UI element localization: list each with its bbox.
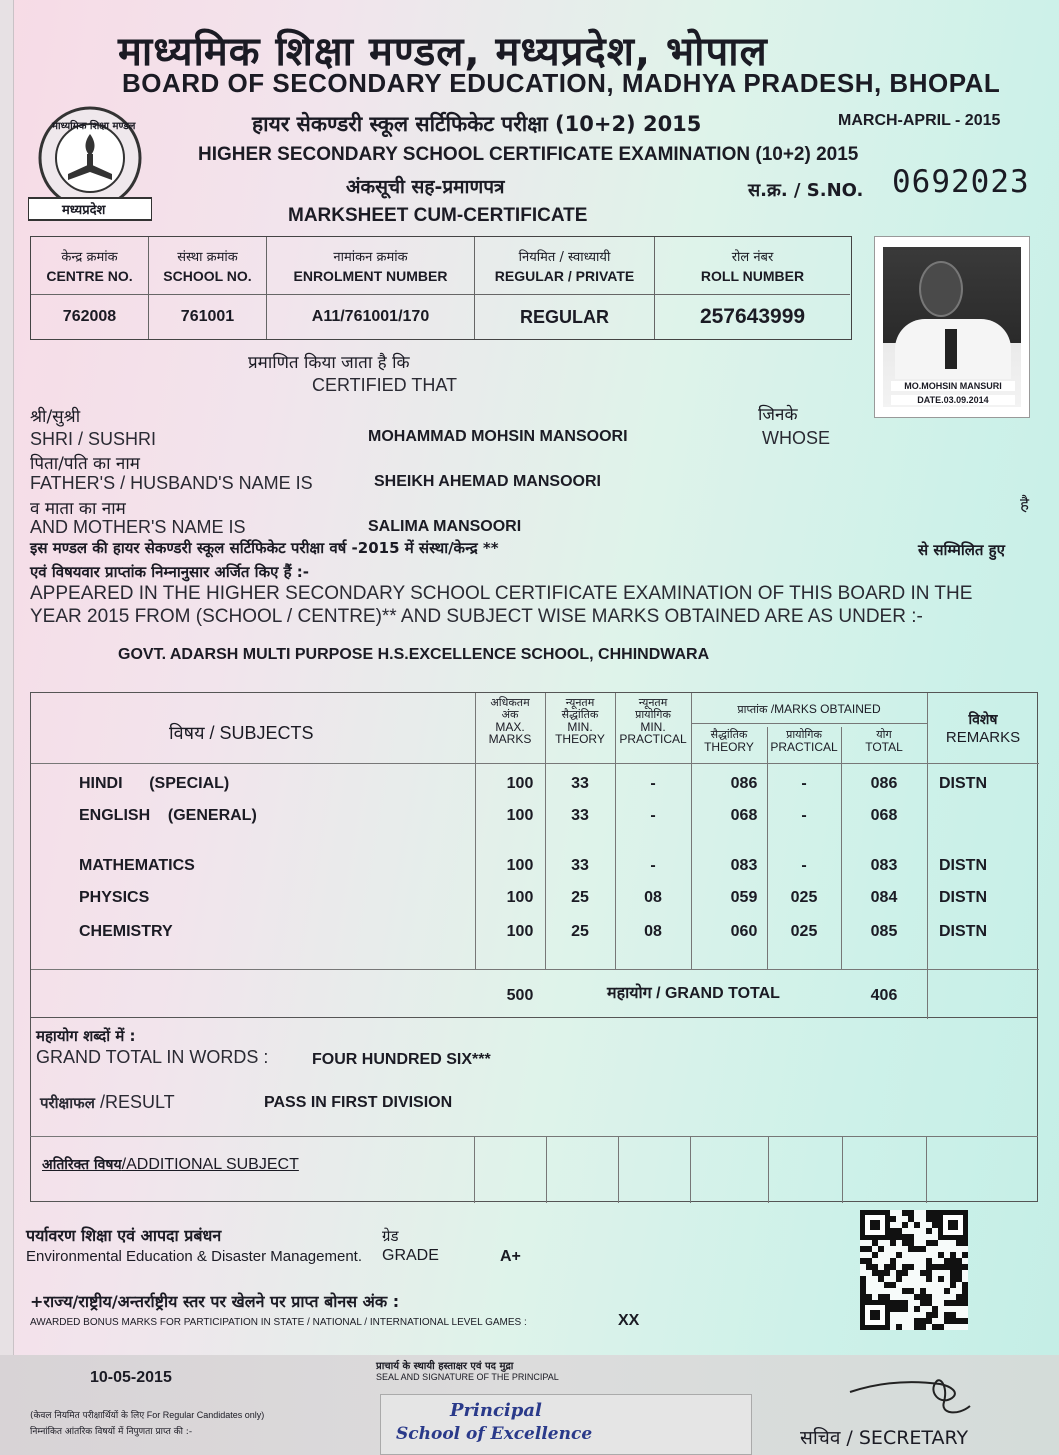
cell-total: 083 [870, 857, 898, 874]
roll-number: 257643999 [699, 305, 806, 328]
candidate-name: MOHAMMAD MOHSIN MANSOORI [368, 428, 628, 445]
centre-number: 762008 [62, 308, 117, 325]
cell-min-theory: 33 [571, 857, 589, 874]
cell-min-practical: 08 [644, 923, 662, 940]
env-education-label-hindi: पर्यावरण शिक्षा एवं आपदा प्रबंधन [26, 1226, 222, 1245]
father-label: FATHER'S / HUSBAND'S NAME IS [30, 473, 313, 493]
cell-max: 100 [506, 923, 534, 940]
min-practical-header-hindi-1: न्यूनतम [638, 696, 668, 709]
col-divider [690, 1137, 691, 1203]
bonus-marks-label-hindi: +राज्य/राष्ट्रीय/अन्तर्राष्ट्रीय स्तर पर खेलने पर प्राप्त बोनस अंक : [30, 1292, 400, 1311]
grade-label: GRADE [382, 1247, 439, 1264]
centre-label: CENTRE NO. [46, 268, 133, 284]
seal-banner-text: मध्यप्रदेश [62, 203, 106, 218]
serial-number: 0692023 [892, 164, 1030, 200]
result-label-english: /RESULT [99, 1092, 175, 1112]
scan-edge [0, 0, 14, 1455]
appeared-text-1: APPEARED IN THE HIGHER SECONDARY SCHOOL CERTIFICATE EXAMINATION OF THIS BOARD IN THE [30, 583, 973, 604]
grand-total-label-english: / GRAND TOTAL [656, 985, 780, 1002]
cell-min-practical: - [650, 775, 656, 792]
min-practical-header [615, 697, 691, 745]
cell-max: 100 [506, 889, 534, 906]
result-label [40, 1092, 175, 1113]
shri-label: SHRI / SUSHRI [30, 429, 157, 449]
issue-date: 10-05-2015 [90, 1369, 172, 1386]
subjects-header [169, 721, 314, 745]
max-marks-header-2: MARKS [488, 732, 532, 746]
principal-stamp-line-1: Principal [450, 1400, 542, 1421]
total-header-hindi: योग [876, 728, 892, 741]
marks-obtained-header-hindi: प्राप्तांक [737, 703, 768, 716]
min-practical-header-hindi-2: प्रायोगिक [635, 708, 671, 721]
theory-header [691, 729, 767, 753]
grand-total-label-hindi: महायोग [607, 983, 652, 1002]
candidate-info-table [30, 236, 852, 340]
grand-max-marks: 500 [506, 987, 534, 1004]
secretary-label: सचिव / SECRETARY [800, 1427, 969, 1449]
principal-signature-label-hindi: प्राचार्य के स्थायी हस्ताक्षर एवं पद मुद्रा [376, 1361, 514, 1372]
grade-value: A+ [500, 1248, 521, 1265]
env-education-label: Environmental Education & Disaster Management. [26, 1248, 363, 1265]
cell-theory: 060 [730, 923, 758, 940]
candidate-type-column [475, 237, 655, 339]
subjects-header-hindi: विषय [169, 723, 205, 744]
principal-signature-label: SEAL AND SIGNATURE OF THE PRINCIPAL [376, 1372, 559, 1382]
appeared-text-hindi-2: से सम्मिलित हुए [918, 541, 1005, 559]
cell-total: 084 [870, 889, 898, 906]
cell-theory: 068 [730, 807, 758, 824]
remarks-header [927, 711, 1039, 747]
additional-subject-label [42, 1155, 299, 1174]
type-label-hindi: नियमित / स्वाध्यायी [518, 250, 611, 265]
practical-header-hindi: प्रायोगिक [786, 728, 822, 741]
grade-label-hindi: ग्रेड [382, 1227, 399, 1245]
school-name: GOVT. ADARSH MULTI PURPOSE H.S.EXCELLENCE SCHOOL, CHHINDWARA [118, 646, 710, 663]
cell-max: 100 [506, 807, 534, 824]
min-theory-header-hindi-1: न्यूनतम [565, 696, 595, 709]
cell-min-theory: 33 [571, 807, 589, 824]
grand-total-words-label: GRAND TOTAL IN WORDS : [36, 1047, 269, 1067]
regular-note-hindi: (केवल नियमित परीक्षार्थियों के लिए [30, 1411, 145, 1421]
board-seal-logo [28, 104, 152, 222]
exam-title-english: HIGHER SECONDARY SCHOOL CERTIFICATE EXAMINATION (10+2) 2015 [198, 144, 859, 165]
enrolment-number: A11/761001/170 [311, 308, 430, 325]
enrolment-label: ENROLMENT NUMBER [293, 268, 448, 284]
whose-label-hindi: जिनके [758, 405, 798, 425]
marks-obtained-header-english: /MARKS OBTAINED [770, 702, 881, 716]
bonus-marks-label: AWARDED BONUS MARKS FOR PARTICIPATION IN STATE / NATIONAL / INTERNATIONAL LEVEL GAMES : [30, 1317, 527, 1328]
min-theory-header-1: MIN. [567, 720, 593, 734]
cell-total: 086 [870, 775, 898, 792]
col-divider [546, 1137, 547, 1203]
col-divider [842, 1137, 843, 1203]
practical-header-english: PRACTICAL [770, 740, 838, 754]
whose-label: WHOSE [762, 428, 831, 448]
photo-portrait [883, 247, 1021, 407]
principal-stamp-line-2: School of Excellence [396, 1424, 593, 1444]
remarks-header-hindi: विशेष [968, 712, 998, 728]
marks-obtained-header [691, 703, 927, 716]
min-theory-header-hindi-2: सैद्धांतिक [561, 708, 599, 721]
col-divider [926, 1137, 927, 1203]
additional-subject-label-english: /ADDITIONAL SUBJECT [121, 1156, 299, 1173]
cell-theory: 059 [730, 889, 758, 906]
enrolment-label-hindi: नामांकन क्रमांक [333, 250, 408, 265]
min-theory-header [545, 697, 615, 745]
centre-column [31, 237, 149, 339]
cell-remarks: DISTN [939, 923, 987, 940]
col-divider [768, 1137, 769, 1203]
appeared-text-2: YEAR 2015 FROM (SCHOOL / CENTRE)** AND SUBJECT WISE MARKS OBTAINED ARE AS UNDER :- [30, 606, 923, 627]
cell-practical: 025 [790, 889, 818, 906]
additional-subject-label-hindi: अतिरिक्त विषय [42, 1157, 122, 1173]
cell-min-theory: 25 [571, 923, 589, 940]
row-divider [31, 969, 1039, 970]
cell-remarks: DISTN [939, 889, 987, 906]
internal-subjects-note: निम्नांकित आंतरिक विषयों में निपुणता प्राप्त की :- [30, 1427, 193, 1437]
col-divider [474, 1137, 475, 1203]
shri-label-hindi: श्री/सुश्री [30, 407, 81, 427]
marksheet-title-english: MARKSHEET CUM-CERTIFICATE [288, 205, 588, 226]
total-header [841, 729, 927, 753]
cell-total: 068 [870, 807, 898, 824]
cell-min-theory: 33 [571, 775, 589, 792]
theory-header-hindi: सैद्धांतिक [710, 728, 748, 741]
result-label-hindi: परीक्षाफल [40, 1094, 95, 1112]
subject-name: CHEMISTRY [79, 923, 173, 940]
cell-min-theory: 25 [571, 889, 589, 906]
board-title-english: BOARD OF SECONDARY EDUCATION, MADHYA PRADESH, BHOPAL [122, 68, 1001, 98]
secretary-signature [840, 1362, 980, 1422]
photo-caption-date: DATE.03.09.2014 [891, 395, 1015, 405]
mother-name: SALIMA MANSOORI [368, 518, 522, 535]
photo-face [919, 261, 963, 317]
cell-max: 100 [506, 775, 534, 792]
roll-column [655, 237, 850, 339]
bonus-marks-value: XX [618, 1312, 640, 1329]
cell-practical: - [801, 775, 807, 792]
marks-table [30, 692, 1038, 1018]
regular-note-english: For Regular Candidates only) [146, 1410, 265, 1420]
cell-theory: 086 [730, 775, 758, 792]
roll-label-hindi: रोल नंबर [731, 250, 774, 265]
centre-label-hindi: केन्द्र क्रमांक [61, 250, 118, 265]
row-divider [31, 763, 1039, 764]
enrolment-column [267, 237, 475, 339]
cell-remarks: DISTN [939, 775, 987, 792]
certified-label-hindi: प्रमाणित किया जाता है कि [248, 353, 410, 373]
min-practical-header-2: PRACTICAL [619, 732, 687, 746]
seal-ring-text: माध्यमिक शिक्षा मण्डल [52, 121, 136, 132]
school-number: 761001 [180, 308, 235, 325]
cell-max: 100 [506, 857, 534, 874]
col-divider [618, 1137, 619, 1203]
certified-label: CERTIFIED THAT [312, 375, 458, 395]
cell-practical: - [801, 857, 807, 874]
subjects-header-english: / SUBJECTS [209, 723, 314, 743]
result-value: PASS IN FIRST DIVISION [264, 1094, 453, 1111]
father-label-hindi: पिता/पति का नाम [30, 454, 140, 474]
subject-name: MATHEMATICS [79, 857, 195, 874]
candidate-type: REGULAR [520, 306, 609, 327]
max-marks-header [475, 697, 545, 745]
cell-min-practical: - [650, 857, 656, 874]
additional-subject-row [30, 1136, 1038, 1202]
grand-total-words-label-hindi: महायोग शब्दों में : [36, 1027, 136, 1045]
cell-min-practical: 08 [644, 889, 662, 906]
max-marks-header-1: MAX. [495, 720, 525, 734]
father-name: SHEIKH AHEMAD MANSOORI [374, 473, 601, 490]
total-header-english: TOTAL [865, 740, 903, 754]
cell-total: 085 [870, 923, 898, 940]
type-label: REGULAR / PRIVATE [494, 268, 635, 284]
appeared-text-hindi-3: एवं विषयवार प्राप्तांक निम्नानुसार अर्जित किए हैं :- [30, 563, 310, 581]
mother-label-hindi: व माता का नाम [30, 499, 126, 519]
board-title-hindi: माध्यमिक शिक्षा मण्डल, मध्यप्रदेश, भोपाल [118, 29, 768, 75]
grand-total-label [607, 981, 780, 1003]
regular-note [30, 1408, 264, 1421]
practical-header [767, 729, 841, 753]
school-label-hindi: संस्था क्रमांक [177, 250, 238, 265]
serial-number-label: स.क्र. / S.NO. [748, 180, 864, 201]
max-marks-header-hindi: अधिकतम अंक [490, 696, 530, 721]
cell-practical: 025 [790, 923, 818, 940]
subject-name: PHYSICS [79, 889, 150, 906]
cell-theory: 083 [730, 857, 758, 874]
remarks-header-english: REMARKS [945, 729, 1021, 746]
theory-header-english: THEORY [704, 740, 754, 754]
subject-name: ENGLISH (GENERAL) [79, 807, 257, 824]
subject-name: HINDI (SPECIAL) [79, 775, 230, 792]
appeared-text-hindi-1: इस मण्डल की हायर सेकण्डरी स्कूल सर्टिफिकेट परीक्षा वर्ष -2015 में संस्था/केन्द्र ** [30, 539, 499, 557]
mother-label: AND MOTHER'S NAME IS [30, 517, 246, 537]
min-practical-header-1: MIN. [640, 720, 666, 734]
roll-label: ROLL NUMBER [700, 268, 805, 284]
photo-tie [945, 329, 957, 369]
hai-label: है [1020, 495, 1030, 515]
cell-remarks: DISTN [939, 857, 987, 874]
photo-caption-name: MO.MOHSIN MANSURI [891, 381, 1015, 391]
exam-title-hindi: हायर सेकण्डरी स्कूल सर्टिफिकेट परीक्षा (10+2) 2015 [252, 112, 702, 136]
grand-total: 406 [870, 987, 898, 1004]
exam-session: MARCH-APRIL - 2015 [838, 112, 1001, 129]
cell-practical: - [801, 807, 807, 824]
cell-min-practical: - [650, 807, 656, 824]
marksheet-title-hindi: अंकसूची सह-प्रमाणपत्र [346, 176, 505, 198]
row-divider [691, 723, 927, 724]
candidate-photo [874, 236, 1030, 418]
qr-code [860, 1210, 968, 1330]
school-label: SCHOOL NO. [163, 268, 252, 284]
grand-total-words: FOUR HUNDRED SIX*** [312, 1051, 491, 1068]
min-theory-header-2: THEORY [555, 732, 605, 746]
school-column [149, 237, 267, 339]
